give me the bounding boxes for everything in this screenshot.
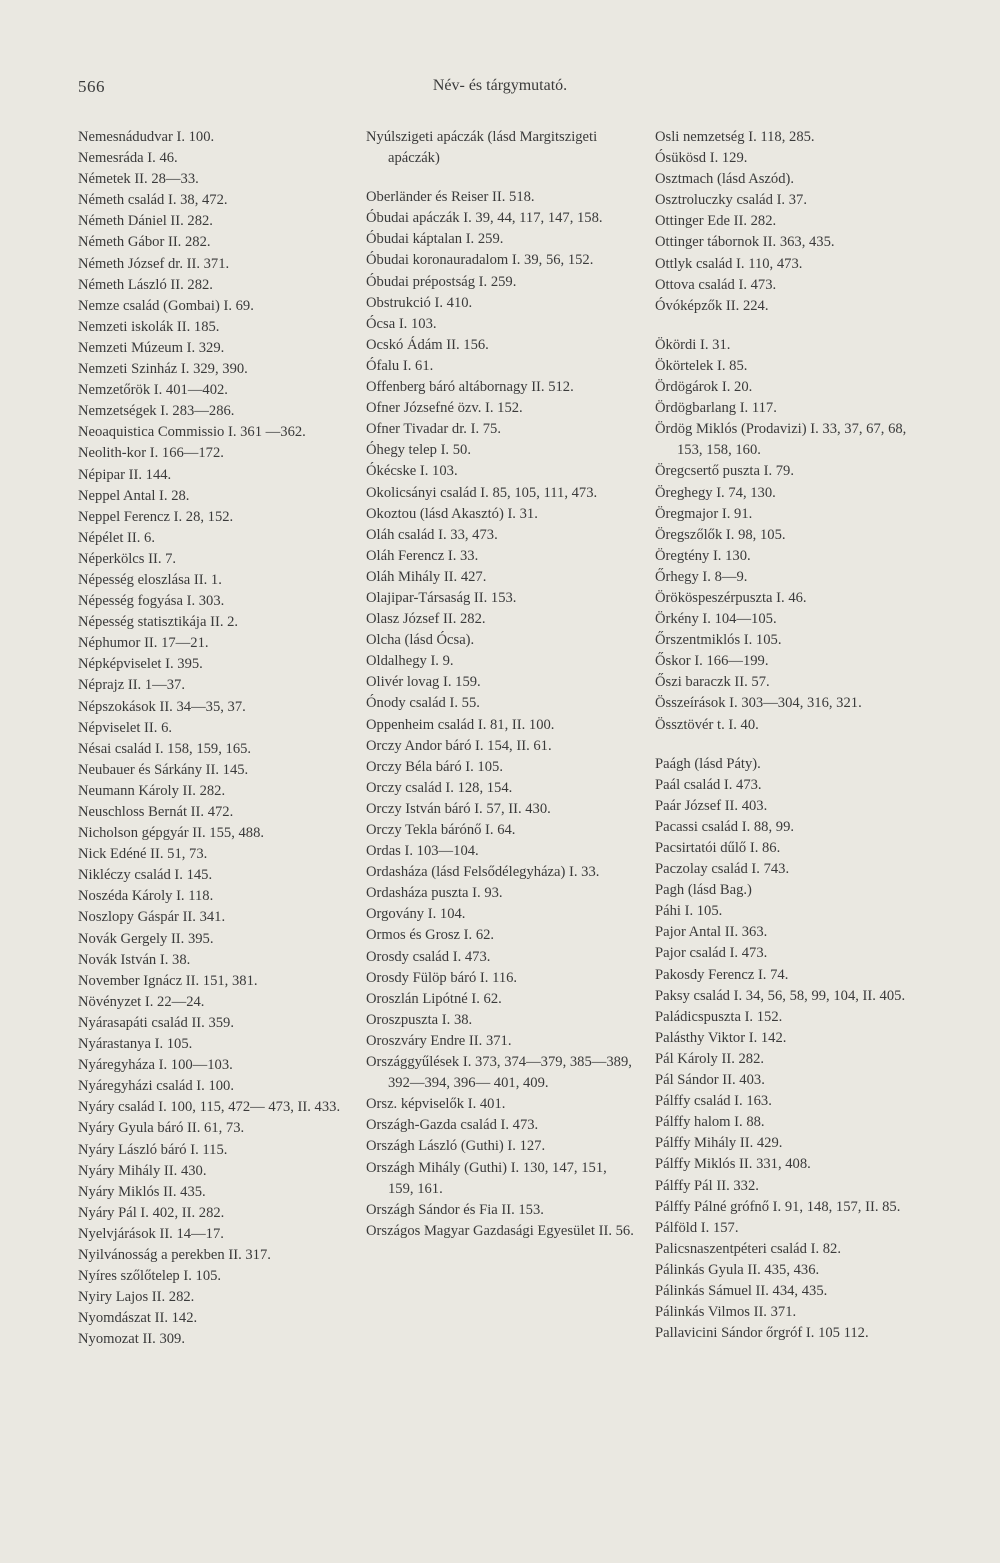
index-entry: Nyáry Gyula báró II. 61, 73.: [78, 1120, 245, 1137]
index-entry: Pacassi család I. 88, 99.: [655, 818, 795, 835]
index-entry: Orczy család I. 128, 154.: [366, 779, 513, 796]
index-entry: Néprajz II. 1—37.: [78, 677, 185, 694]
index-entry: Összeírások I. 303—304, 316, 321.: [655, 695, 862, 712]
index-entry: Pálffy Pálné grófnő I. 91, 148, 157, II. 85.: [655, 1198, 901, 1215]
index-entry: Olivér lovag I. 159.: [366, 674, 481, 691]
index-entry: Országh Mihály (Guthi) I. 130, 147, 151, 159, 161.: [366, 1159, 607, 1197]
index-entry: Pál Sándor II. 403.: [655, 1072, 765, 1089]
index-entry: Oláh Mihály II. 427.: [366, 568, 487, 585]
index-entry: Orsz. képviselők I. 401.: [366, 1096, 506, 1113]
index-entry: Ónody család I. 55.: [366, 695, 480, 712]
index-entry: Országh-Gazda család I. 473.: [366, 1117, 539, 1134]
index-entry: Oberländer és Reiser II. 518.: [366, 189, 535, 206]
index-entry: Okoztou (lásd Akasztó) I. 31.: [366, 505, 538, 522]
index-entry: Nyárasapáti család II. 359.: [78, 1014, 235, 1031]
index-entry: Neoaquistica Commissio I. 361 —362.: [78, 424, 306, 441]
index-entry: November Ignácz II. 151, 381.: [78, 972, 258, 989]
index-entry: Népszokások II. 34—35, 37.: [78, 698, 246, 715]
index-entry: Nyáregyházi család I. 100.: [78, 1078, 235, 1095]
index-entry: Osztmach (lásd Aszód).: [655, 171, 795, 188]
index-entry: Novák Gergely II. 395.: [78, 930, 214, 947]
index-entry: Pálffy Miklós II. 331, 408.: [655, 1156, 811, 1173]
index-entry: Nyáry Mihály II. 430.: [78, 1162, 207, 1179]
index-entry: Pálffy család I. 163.: [655, 1093, 772, 1110]
index-entry: Neubauer és Sárkány II. 145.: [78, 761, 249, 778]
index-entry: Ökördi I. 31.: [655, 336, 731, 353]
index-entry: Nyáry László báró I. 115.: [78, 1141, 228, 1158]
index-entry: Országgyűlések I. 373, 374—379, 385—389, 392—394, 396— 401, 409.: [366, 1054, 632, 1092]
index-entry: Orczy Tekla bárónő I. 64.: [366, 822, 516, 838]
index-entry: Ordasháza (lásd Felsődélegyháza) I. 33.: [366, 864, 600, 881]
index-entry: Ördögárok I. 20.: [655, 379, 753, 396]
index-entry: Paládicspuszta I. 152.: [655, 1008, 783, 1025]
index-entry: Ormos és Grosz I. 62.: [366, 927, 495, 944]
index-entry: Neumann Károly II. 282.: [78, 782, 226, 799]
index-entry: Orgovány I. 104.: [366, 906, 466, 923]
index-entry: Pálffy Mihály II. 429.: [655, 1135, 783, 1152]
index-entry: Nyáry Miklós II. 435.: [78, 1183, 206, 1200]
index-entry: Népesség statisztikája II. 2.: [78, 614, 239, 631]
index-entry: Ofner Tivadar dr. I. 75.: [366, 421, 501, 438]
index-entry: Őskor I. 166—199.: [655, 653, 769, 670]
index-entry: Ordas I. 103—104.: [366, 843, 479, 860]
index-entry: Nemzetségek I. 283—286.: [78, 403, 235, 420]
index-entry: Noszlopy Gáspár II. 341.: [78, 909, 226, 926]
index-entry: Paágh (lásd Páty).: [655, 755, 761, 772]
index-entry: Orosdy család I. 473.: [366, 948, 491, 965]
index-entry: Óhegy telep I. 50.: [366, 442, 471, 459]
index-entry: Népélet II. 6.: [78, 529, 155, 546]
index-entry: Ofner Józsefné özv. I. 152.: [366, 400, 523, 417]
index-entry: Offenberg báró altábornagy II. 512.: [366, 379, 574, 396]
index-entry: Páhi I. 105.: [655, 903, 723, 920]
index-entry: Országh Sándor és Fia II. 153.: [366, 1201, 544, 1218]
index-entry: Oppenheim család I. 81, II. 100.: [366, 716, 555, 733]
index-entry: Nyáry család I. 100, 115, 472— 473, II. 433.: [78, 1099, 341, 1116]
index-entry: Oláh Ferencz I. 33.: [366, 547, 479, 564]
index-entry: Pálinkás Sámuel II. 434, 435.: [655, 1282, 828, 1299]
index-entry: Oldalhegy I. 9.: [366, 653, 454, 670]
index-entry: Népviselet II. 6.: [78, 719, 173, 736]
index-entry: Népesség fogyása I. 303.: [78, 593, 225, 610]
index-entry: Pálffy halom I. 88.: [655, 1114, 765, 1131]
index-entry: Nemze család (Gombai) I. 69.: [78, 297, 254, 314]
index-entry: Ottlyk család I. 110, 473.: [655, 255, 803, 272]
index-entry: Neppel Antal I. 28.: [78, 487, 190, 504]
index-entry: Olcha (lásd Ócsa).: [366, 632, 475, 649]
index-entry: Ottinger Ede II. 282.: [655, 213, 777, 230]
index-entry: Pagh (lásd Bag.): [655, 882, 752, 899]
index-entry: Palicsnaszentpéteri család I. 82.: [655, 1240, 841, 1257]
index-entry: Németh László II. 282.: [78, 276, 213, 293]
index-entry: Őrhegy I. 8—9.: [655, 568, 748, 585]
page-number: 566: [78, 77, 105, 96]
index-entry: Novák István I. 38.: [78, 951, 191, 968]
index-entry: Pakosdy Ferencz I. 74.: [655, 966, 789, 983]
index-entry: Neolith-kor I. 166—172.: [78, 445, 224, 462]
index-entry: Pajor család I. 473.: [655, 945, 768, 962]
index-entry: Ókécske I. 103.: [366, 463, 458, 480]
index-entry: Nick Edéné II. 51, 73.: [78, 846, 208, 863]
index-entry: Olajipar-Társaság II. 153.: [366, 589, 517, 606]
index-entry: Öregmajor I. 91.: [655, 505, 753, 522]
index-entry: Nésai család I. 158, 159, 165.: [78, 740, 252, 757]
index-entry: Nyilvánosság a perekben II. 317.: [78, 1246, 271, 1263]
index-entry: Óvóképzők II. 224.: [655, 297, 769, 314]
index-entry: Paár József II. 403.: [655, 797, 768, 814]
index-entry: Óbudai apáczák I. 39, 44, 117, 147, 158.: [366, 210, 603, 227]
index-entry: Országos Magyar Gazdasági Egyesület II. 56.: [366, 1222, 634, 1239]
index-entry: Örkény I. 104—105.: [655, 611, 777, 628]
index-entry: Osli nemzetség I. 118, 285.: [655, 129, 815, 145]
index-entry: Olasz József II. 282.: [366, 611, 486, 628]
index-entry: Nyomdászat II. 142.: [78, 1310, 198, 1327]
index-entry: Óbudai koronauradalom I. 39, 56, 152.: [366, 252, 594, 269]
index-entry: Németh család I. 38, 472.: [78, 192, 228, 209]
index-entry: Pajor Antal II. 363.: [655, 924, 768, 941]
index-entry: Pacsirtatói dűlő I. 86.: [655, 840, 781, 856]
index-entry: Ottova család I. 473.: [655, 276, 777, 293]
index-entry: Pálffy Pál II. 332.: [655, 1177, 759, 1194]
index-entry: Orczy Andor báró I. 154, II. 61.: [366, 737, 552, 754]
index-entry: Noszéda Károly I. 118.: [78, 888, 214, 905]
index-entry: Örököspeszérpuszta I. 46.: [655, 589, 807, 606]
index-entry: Pálföld I. 157.: [655, 1219, 739, 1236]
index-entry: Ocskó Ádám II. 156.: [366, 336, 489, 353]
index-entry: Őrszentmiklós I. 105.: [655, 632, 782, 649]
index-entry: Nyomozat II. 309.: [78, 1331, 185, 1348]
index-entry: Paksy család I. 34, 56, 58, 99, 104, II. 405.: [655, 987, 906, 1004]
index-entry: Nemzetőrök I. 401—402.: [78, 382, 228, 399]
index-entry: Ördögbarlang I. 117.: [655, 400, 777, 417]
index-entry: Népipar II. 144.: [78, 466, 172, 483]
index-entry: Nyelvjárások II. 14—17.: [78, 1225, 224, 1242]
index-entry: Nicholson gépgyár II. 155, 488.: [78, 825, 265, 842]
index-entry: Okolicsányi család I. 85, 105, 111, 473.: [366, 484, 598, 501]
index-entry: Paál család I. 473.: [655, 776, 762, 793]
index-entry: Öregszőlők I. 98, 105.: [655, 526, 786, 543]
index-entry: Nemzeti iskolák II. 185.: [78, 318, 220, 335]
running-title: Név- és tárgymutató.: [432, 77, 568, 94]
index-entry: Őszi baraczk II. 57.: [655, 674, 770, 691]
index-entry: Öreghegy I. 74, 130.: [655, 484, 776, 501]
index-entry: Nyiry Lajos II. 282.: [78, 1289, 195, 1306]
index-entry: Orosdy Fülöp báró I. 116.: [366, 969, 518, 986]
index-column-2: [366, 127, 634, 1242]
index-entry: Ottinger tábornok II. 363, 435.: [655, 234, 835, 251]
index-entry: Oláh család I. 33, 473.: [366, 526, 498, 543]
index-entry: Orczy István báró I. 57, II. 430.: [366, 800, 551, 817]
index-entry: Osztroluczky család I. 37.: [655, 192, 807, 209]
index-entry: Oroszpuszta I. 38.: [366, 1011, 473, 1028]
index-entry: Pallavicini Sándor őrgróf I. 105 112.: [655, 1325, 869, 1342]
index-entry: Paczolay család I. 743.: [655, 861, 790, 878]
index-entry: Németek II. 28—33.: [78, 171, 199, 188]
index-column-3: [655, 127, 933, 1344]
index-entry: Ófalu I. 61.: [366, 357, 434, 374]
index-entry: Nemzeti Szinház I. 329, 390.: [78, 361, 248, 378]
index-entry: Ócsa I. 103.: [366, 315, 437, 332]
index-entry: Nikléczy család I. 145.: [78, 867, 213, 884]
index-entry: Neppel Ferencz I. 28, 152.: [78, 508, 234, 525]
index-entry: Oroszváry Endre II. 371.: [366, 1032, 512, 1049]
index-entry: Országh László (Guthi) I. 127.: [366, 1138, 546, 1155]
index-entry: Nyáry Pál I. 402, II. 282.: [78, 1204, 225, 1221]
index-entry: Ökörtelek I. 85.: [655, 357, 748, 374]
index-entry: Óbudai káptalan I. 259.: [366, 231, 504, 248]
index-entry: Néphumor II. 17—21.: [78, 635, 209, 652]
index-entry: Nyáregyháza I. 100—103.: [78, 1057, 233, 1074]
index-entry: Népesség eloszlása II. 1.: [78, 571, 222, 588]
index-entry: Neuschloss Bernát II. 472.: [78, 804, 234, 820]
index-entry: Nyárastanya I. 105.: [78, 1036, 193, 1053]
index-entry: Öregcsertő puszta I. 79.: [655, 463, 794, 480]
index-entry: Nyúlszigeti apáczák (lásd Margitszigeti apáczák): [366, 129, 598, 167]
index-entry: Nemesráda I. 46.: [78, 150, 178, 167]
index-entry: Németh Gábor II. 282.: [78, 234, 211, 251]
index-column-1: [78, 127, 360, 1350]
index-entry: Palásthy Viktor I. 142.: [655, 1029, 787, 1046]
index-entry: Össztövér t. I. 40.: [655, 716, 759, 733]
index-entry: Öregtény I. 130.: [655, 547, 751, 564]
index-entry: Nemzeti Múzeum I. 329.: [78, 339, 225, 356]
index-entry: Nemesnádudvar I. 100.: [78, 129, 215, 145]
index-entry: Ósükösd I. 129.: [655, 150, 748, 167]
index-entry: Nyíres szőlőtelep I. 105.: [78, 1268, 222, 1285]
index-entry: Pál Károly II. 282.: [655, 1050, 765, 1067]
index-entry: Óbudai prépostság I. 259.: [366, 273, 517, 290]
index-entry: Pálinkás Gyula II. 435, 436.: [655, 1261, 820, 1278]
index-entry: Növényzet I. 22—24.: [78, 993, 205, 1010]
index-entry: Oroszlán Lipótné I. 62.: [366, 990, 502, 1007]
index-entry: Németh József dr. II. 371.: [78, 255, 230, 272]
index-entry: Ördög Miklós (Prodavizi) I. 33, 37, 67, 68, 153, 158, 160.: [655, 421, 907, 459]
index-entry: Néperkölcs II. 7.: [78, 550, 177, 567]
index-entry: Népképviselet I. 395.: [78, 656, 203, 673]
index-entry: Ordasháza puszta I. 93.: [366, 885, 503, 902]
index-entry: Obstrukció I. 410.: [366, 294, 473, 311]
index-entry: Pálinkás Vilmos II. 371.: [655, 1304, 797, 1321]
index-entry: Németh Dániel II. 282.: [78, 213, 213, 230]
index-entry: Orczy Béla báró I. 105.: [366, 758, 503, 775]
